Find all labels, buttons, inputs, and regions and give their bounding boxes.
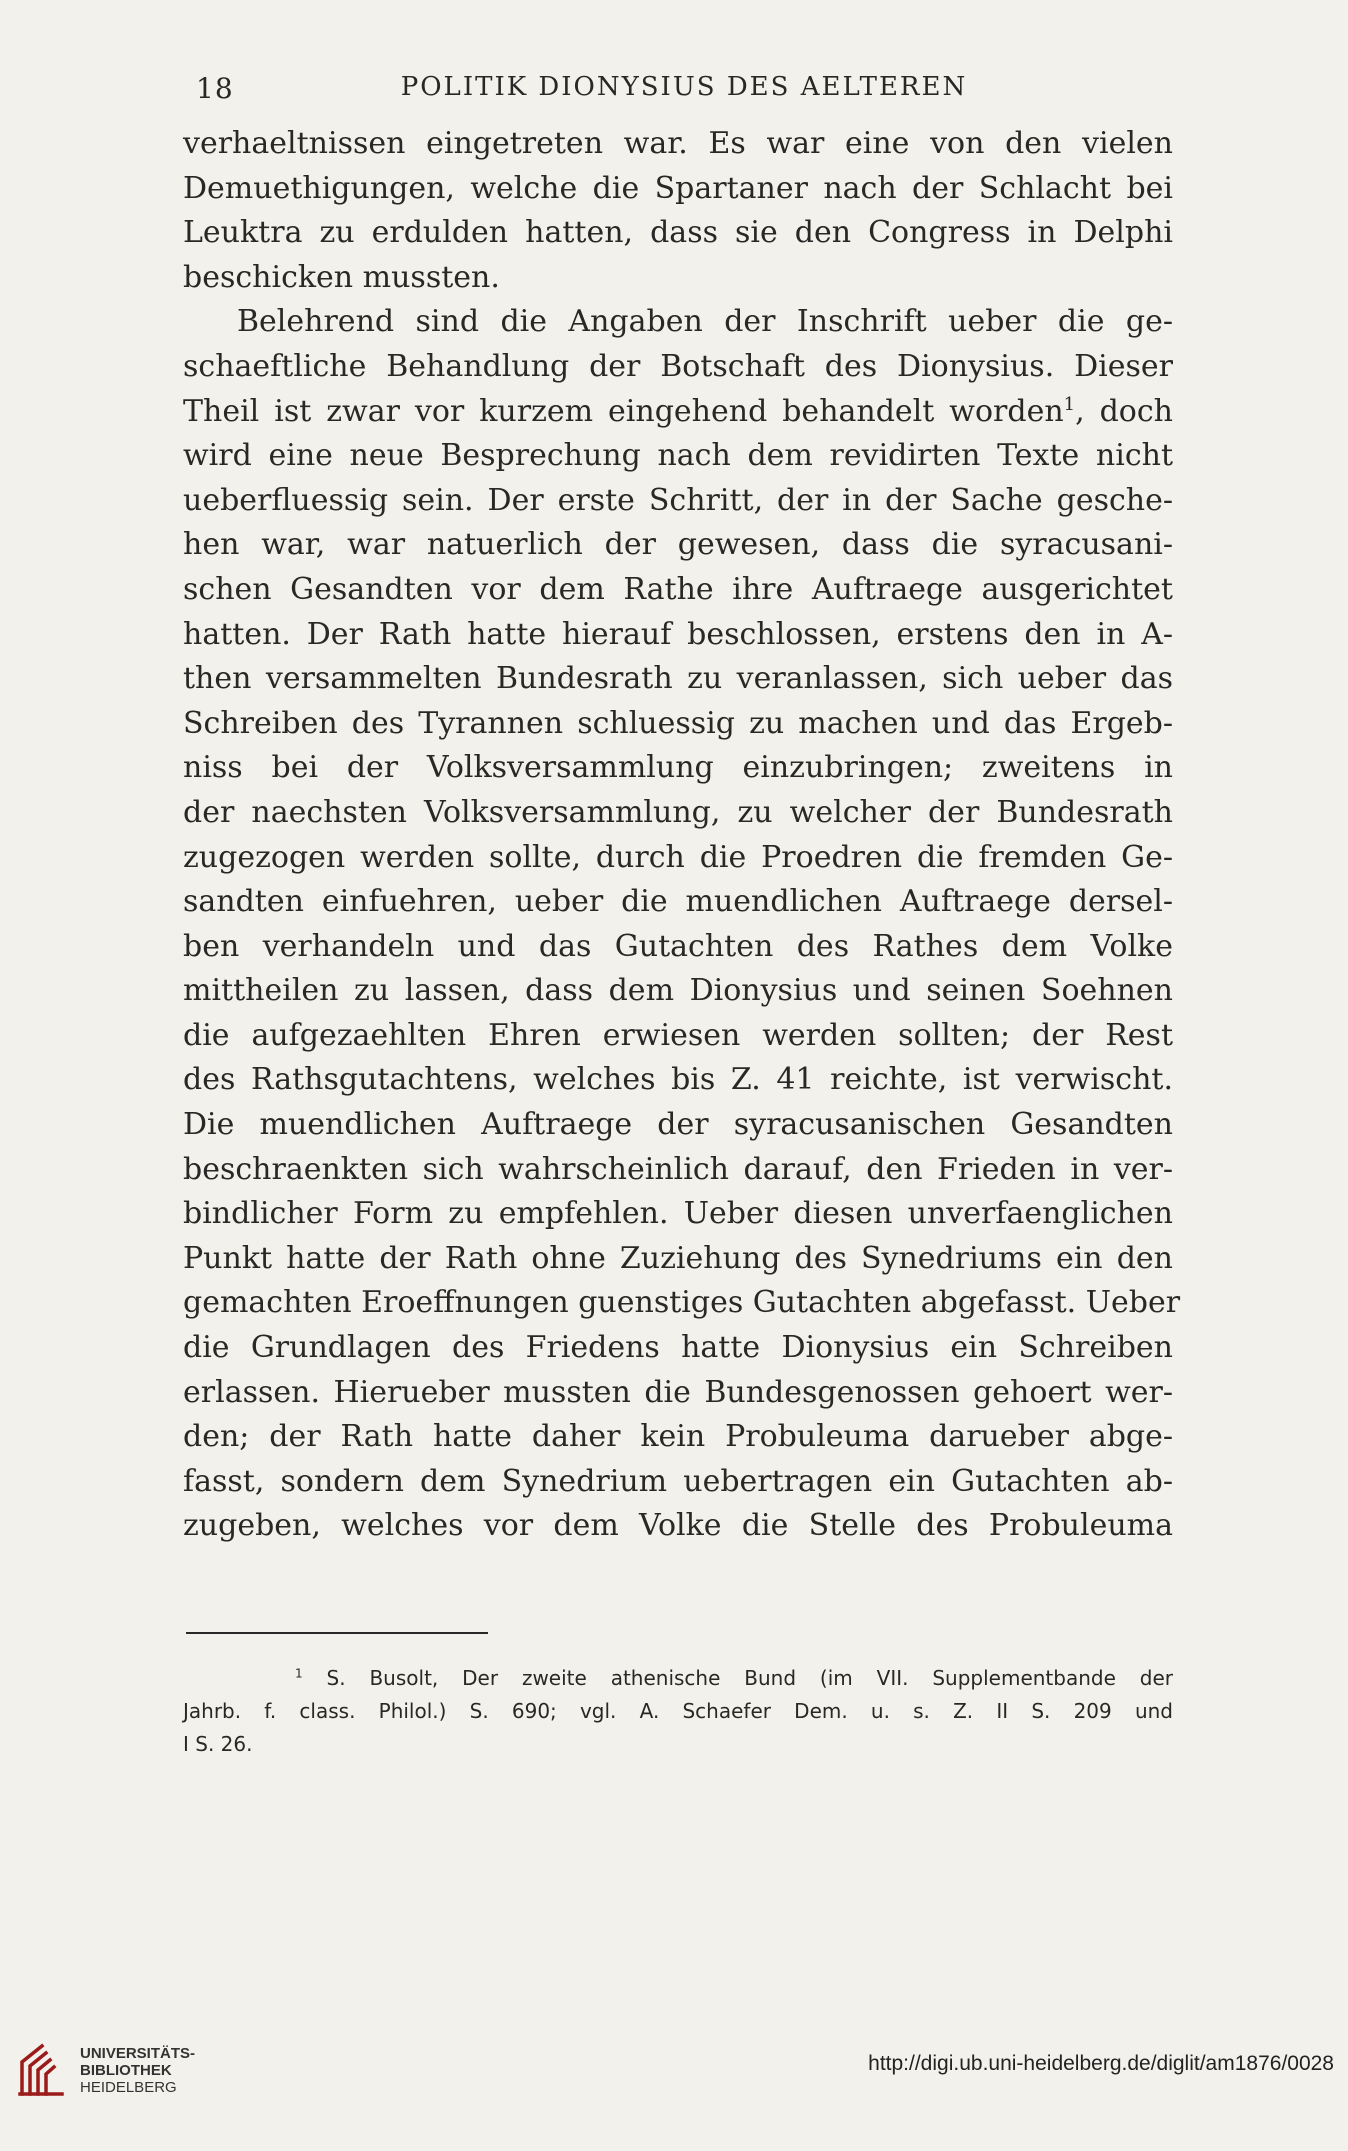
text-line: niss bei der Volksversammlung einzubringen; zweitens in [183,750,1173,786]
text-line: hatten. Der Rath hatte hierauf beschlossen, erstens den in A- [183,616,1173,652]
page-footer [0,1990,1348,2150]
text-line: Belehrend sind die Angaben der Inschrift ueber die ge- [237,304,1173,340]
university-library-logo-icon [16,2042,68,2098]
source-url-link[interactable]: http://digi.ub.uni-heidelberg.de/diglit/am1876/0028 [868,2052,1334,2075]
text-line: ben verhandeln und das Gutachten des Rathes dem Volke [183,928,1173,964]
text-line: sandten einfuehren, ueber die muendlichen Auftraege dersel- [183,884,1173,920]
text-line: Punkt hatte der Rath ohne Zuziehung des Synedriums ein den [183,1240,1173,1276]
footnote-text: S. Busolt, Der zweite athenische Bund (im VII. Supplementbande der [326,1666,1173,1690]
footnote-marker: 1 [295,1666,303,1681]
running-head: POLITIK DIONYSIUS DES AELTEREN [400,72,968,102]
text-line-segment: Theil ist zwar vor kurzem eingehend behandelt worden [183,393,1064,429]
library-name-line: HEIDELBERG [80,2079,177,2096]
library-name [80,2045,195,2096]
text-line: des Rathsgutachtens, welches bis Z. 41 reichte, ist verwischt. [183,1062,1173,1098]
text-line: Demuethigungen, welche die Spartaner nach der Schlacht bei [183,170,1173,206]
text-line: der naechsten Volksversammlung, zu welcher der Bundesrath [183,794,1173,830]
text-line: then versammelten Bundesrath zu veranlassen, sich ueber das [183,661,1173,697]
text-line: Die muendlichen Auftraege der syracusanischen Gesandten [183,1107,1173,1143]
library-name-line: BIBLIOTHEK [80,2062,172,2079]
text-line: erlassen. Hierueber mussten die Bundesgenossen gehoert wer- [183,1374,1173,1410]
text-line: die Grundlagen des Friedens hatte Dionysius ein Schreiben [183,1330,1173,1366]
text-line: verhaeltnissen eingetreten war. Es war eine von den vielen [183,126,1173,161]
footnote-divider [186,1632,488,1634]
text-line: bindlicher Form zu empfehlen. Ueber diesen unverfaenglichen [183,1196,1173,1232]
text-line: die aufgezaehlten Ehren erwiesen werden sollten; der Rest [183,1017,1173,1053]
page-header [196,72,1172,112]
text-line: wird eine neue Besprechung nach dem revidirten Texte nicht [183,438,1173,474]
text-line: schen Gesandten vor dem Rathe ihre Auftraege ausgerichtet [183,571,1173,607]
text-line: beschraenkten sich wahrscheinlich darauf, den Frieden in ver- [183,1151,1173,1187]
footnote-reference: 1 [1063,393,1076,415]
footnote-line: I S. 26. [183,1732,253,1756]
text-line: zugezogen werden sollte, durch die Proedren die fremden Ge- [183,839,1173,875]
footnotes [183,1662,1173,1761]
text-line: gemachten Eroeffnungen guenstiges Gutachten abgefasst. Ueber [183,1285,1181,1321]
page-number: 18 [196,72,234,105]
text-line: Leuktra zu erdulden hatten, dass sie den Congress in Delphi [183,215,1173,251]
footnote-line: Jahrb. f. class. Philol.) S. 690; vgl. A. Schaefer Dem. u. s. Z. II S. 209 und [183,1699,1173,1723]
library-name-line: UNIVERSITÄTS- [80,2045,196,2062]
text-line-with-footnote-ref [183,390,1173,435]
footnote-line [183,1662,1173,1695]
text-line: hen war, war natuerlich der gewesen, dass die syracusani- [183,527,1173,563]
text-line: Schreiben des Tyrannen schluessig zu machen und das Ergeb- [183,705,1173,741]
text-line: ueberfluessig sein. Der erste Schritt, der in der Sache gesche- [183,482,1173,518]
text-line: zugeben, welches vor dem Volke die Stelle des Probuleuma [183,1508,1173,1544]
body-text [183,122,1181,1549]
text-line-segment: , doch [1075,393,1173,429]
text-line: schaeftliche Behandlung der Botschaft des Dionysius. Dieser [183,348,1173,384]
text-line: mittheilen zu lassen, dass dem Dionysius und seinen Soehnen [183,973,1173,1009]
text-line: fasst, sondern dem Synedrium uebertragen ein Gutachten ab- [183,1463,1173,1499]
text-line: den; der Rath hatte daher kein Probuleuma darueber abge- [183,1419,1173,1455]
text-line: beschicken mussten. [183,259,500,295]
